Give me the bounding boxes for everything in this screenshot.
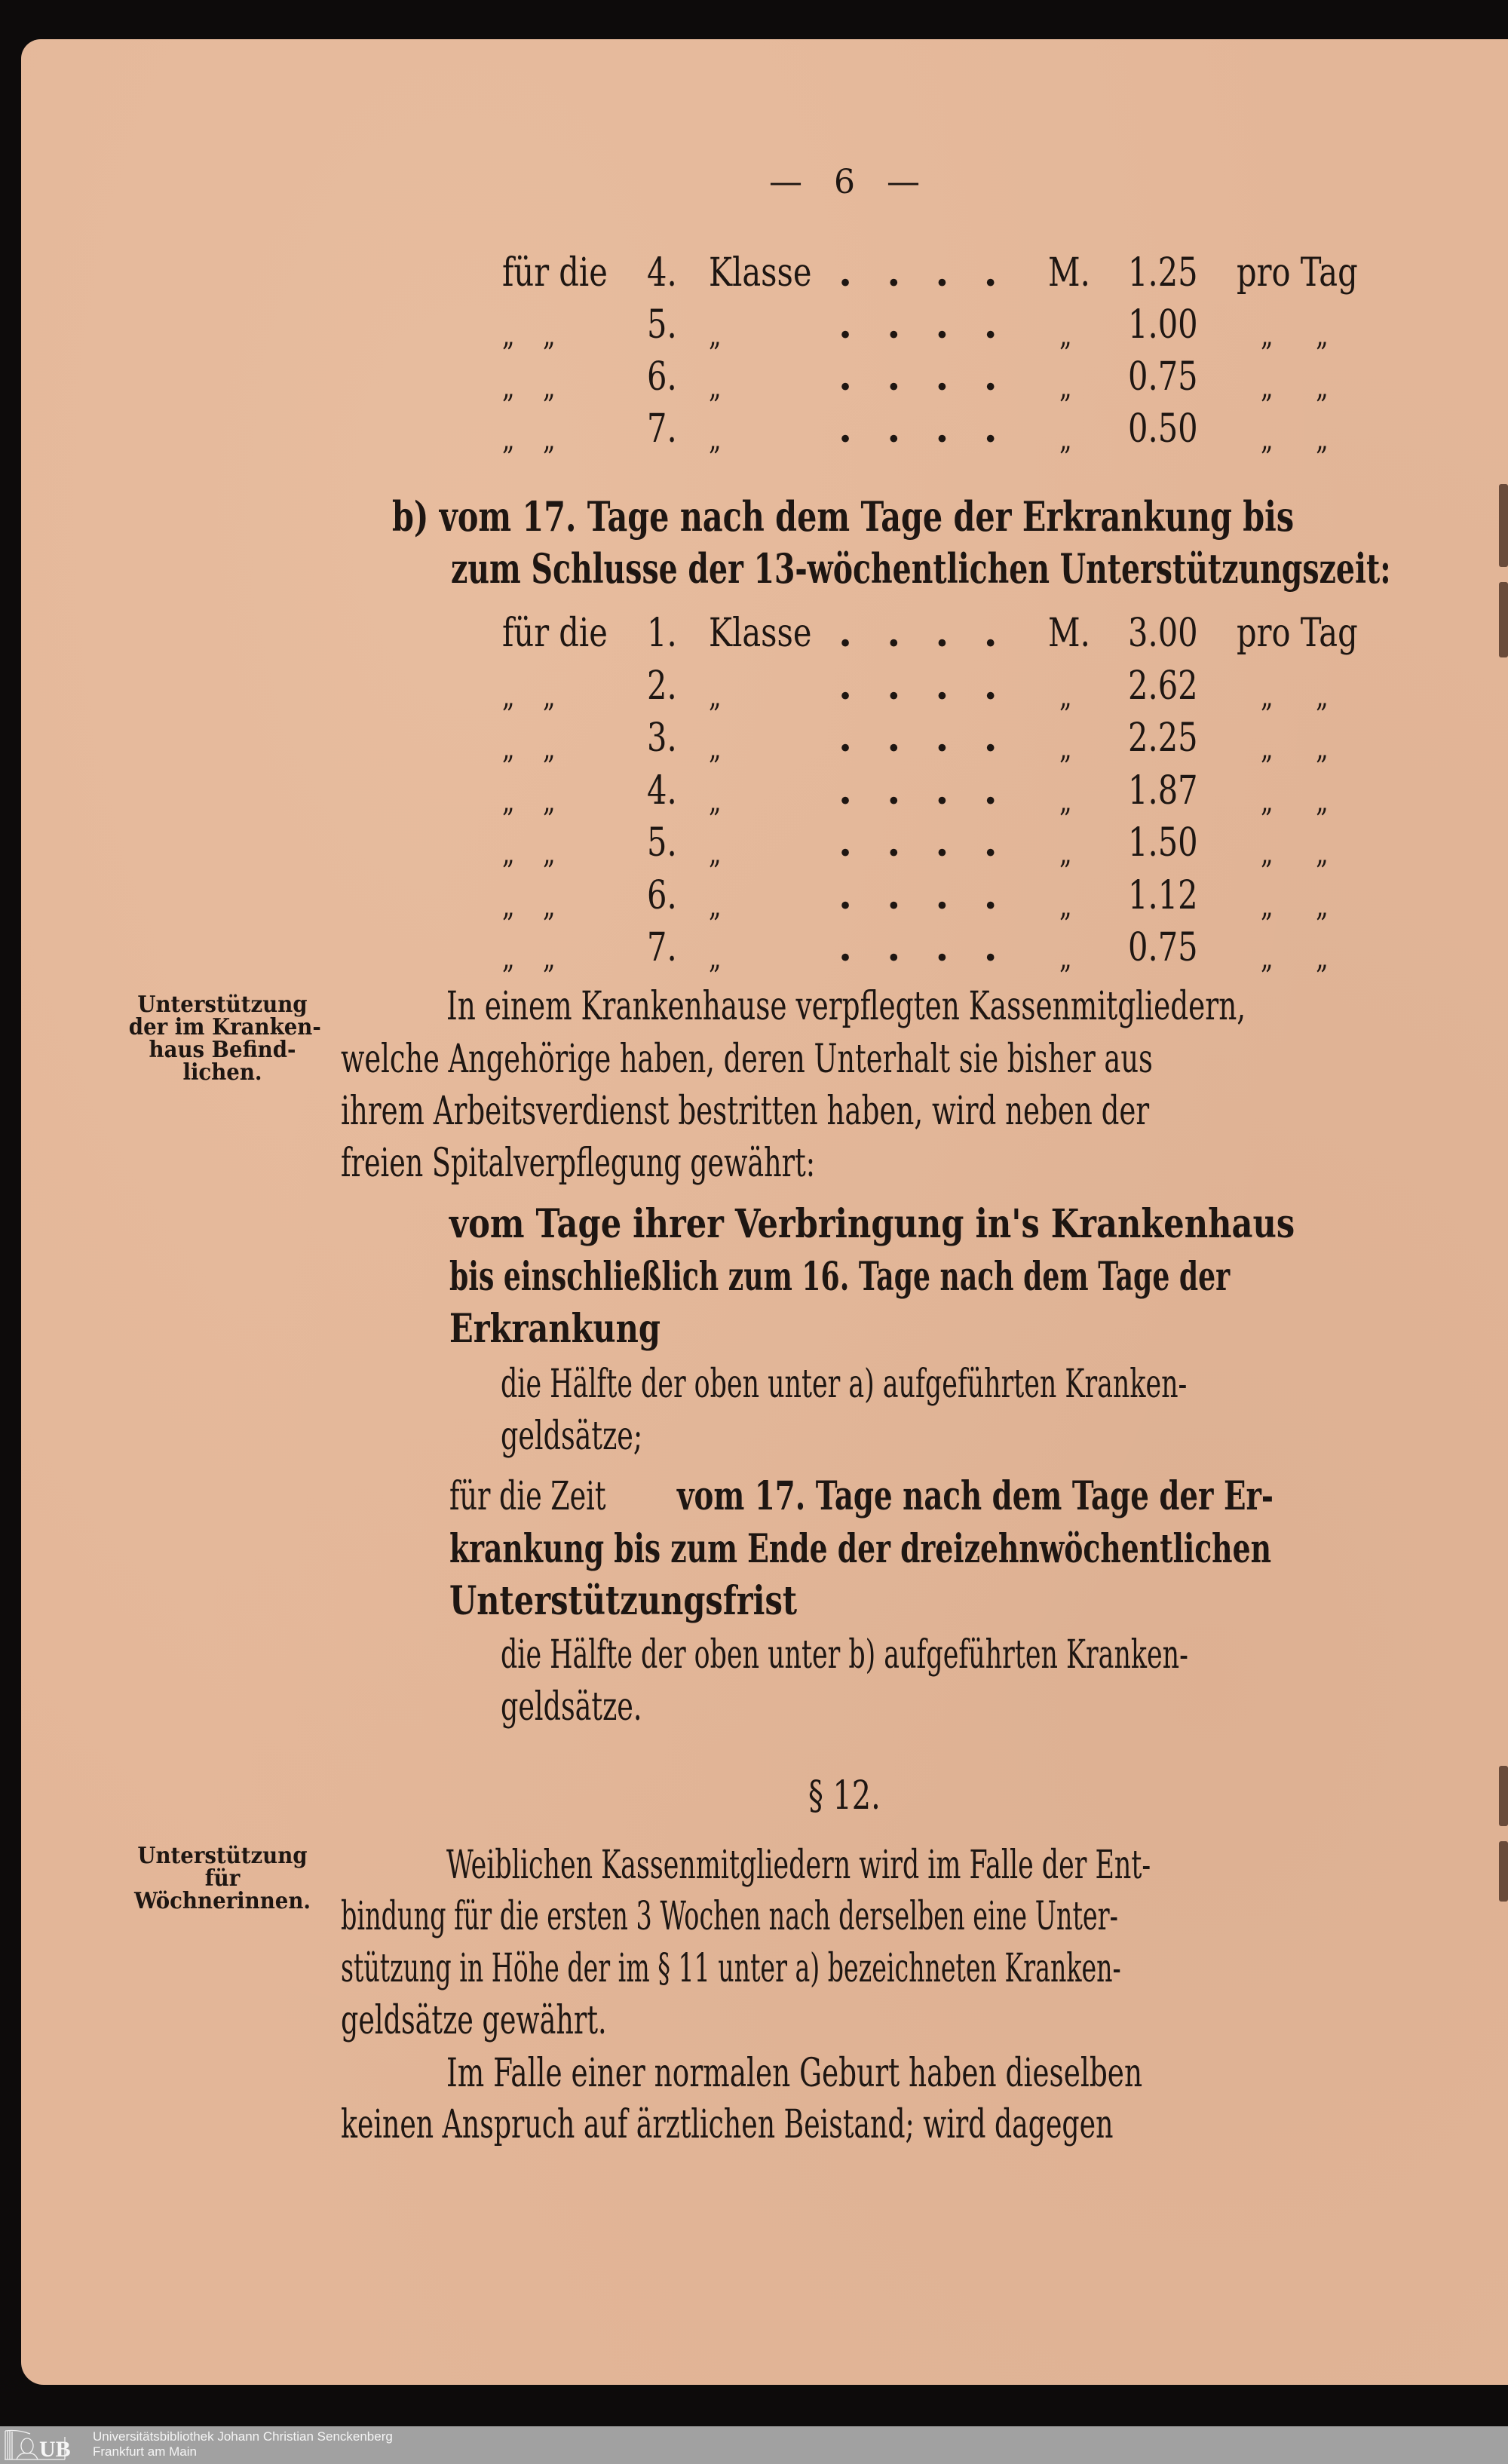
margin-note-line: haus Befind- — [149, 1037, 296, 1063]
paragraph-line: welche Angehörige haben, deren Unterhalt sie bisher aus — [341, 1037, 1153, 1082]
rate-amount: 1.12 — [1128, 872, 1198, 918]
clause-1-heading-line: bis einschließlich zum 16. Tage nach dem Tage der — [449, 1254, 1231, 1300]
clause-2-heading-line: krankung bis zum Ende der dreizehnwöchentlichen — [449, 1526, 1271, 1572]
rate-class-no: 6. — [647, 872, 677, 918]
rate-row — [0, 301, 1508, 353]
paragraph-line: Im Falle einer normalen Geburt haben dieselben — [446, 2051, 1143, 2096]
rate-class-no: 1. — [647, 611, 677, 656]
rate-currency: „ — [1059, 836, 1072, 871]
clause-1-body-line: die Hälfte der oben unter a) aufgeführten Kranken- — [501, 1362, 1188, 1407]
rate-class-word: „ — [709, 679, 722, 714]
clause-2-heading-line: vom 17. Tage nach dem Tage der Er- — [677, 1473, 1274, 1519]
library-footer-bar — [0, 2426, 1508, 2464]
rate-prefix: „ „ — [502, 783, 556, 819]
paragraph-line: bindung für die ersten 3 Wochen nach derselben eine Unter- — [341, 1894, 1118, 1939]
rate-unit: „ „ — [1261, 783, 1329, 819]
rate-unit: pro Tag — [1237, 250, 1358, 296]
rate-dots: . . . . — [838, 715, 1008, 761]
rate-prefix: „ „ — [502, 731, 556, 766]
margin-note-childbirth — [129, 1845, 316, 1913]
rate-prefix: für die — [502, 250, 608, 296]
margin-note-line: für — [204, 1865, 241, 1892]
rate-prefix: „ „ — [502, 318, 556, 353]
binding-mark — [1499, 1841, 1508, 1902]
margin-note-line: Wöchnerinnen. — [133, 1888, 311, 1914]
rate-class-no: 7. — [647, 406, 677, 452]
rate-row — [0, 819, 1508, 871]
paragraph-line: keinen Anspruch auf ärztlichen Beistand; wird dagegen — [341, 2102, 1114, 2147]
clause-1-heading-line: Erkrankung — [449, 1306, 661, 1352]
rate-amount: 1.50 — [1128, 820, 1198, 866]
rate-class-word: Klasse — [709, 611, 812, 656]
paragraph-line: Weiblichen Kassenmitgliedern wird im Falle der Ent- — [446, 1843, 1151, 1888]
margin-note-line: lichen. — [182, 1059, 262, 1086]
rate-amount: 2.25 — [1128, 716, 1198, 761]
rate-currency: „ — [1059, 679, 1072, 714]
rate-class-word: „ — [709, 370, 722, 405]
rate-class-no: 5. — [647, 302, 677, 348]
paragraph-line: stützung in Höhe der im § 11 unter a) bezeichneten Kranken- — [341, 1946, 1121, 1991]
rate-row — [0, 353, 1508, 405]
page-number: — 6 — — [769, 163, 930, 201]
rate-unit: „ „ — [1261, 318, 1329, 353]
section-b-heading-line1: b) vom 17. Tage nach dem Tage der Erkrankung bis — [392, 492, 1295, 541]
rate-amount: 1.87 — [1128, 768, 1198, 814]
rate-dots: . . . . — [838, 354, 1008, 400]
rate-currency: M. — [1048, 250, 1090, 296]
rate-class-no: 3. — [647, 716, 677, 761]
rate-class-no: 6. — [647, 354, 677, 400]
clause-2-prefix: für die Zeit — [449, 1474, 606, 1519]
rate-prefix: „ „ — [502, 836, 556, 871]
rate-dots: . . . . — [838, 924, 1008, 970]
rate-currency: „ — [1059, 422, 1072, 457]
rate-dots: . . . . — [838, 662, 1008, 709]
rate-currency: „ — [1059, 731, 1072, 766]
rate-currency: „ — [1059, 370, 1072, 405]
rate-dots: . . . . — [838, 250, 1008, 296]
rate-unit: „ „ — [1261, 731, 1329, 766]
ub-logo-text: UB — [39, 2437, 71, 2461]
footer-library-name: Universitätsbibliothek Johann Christian Senckenberg — [93, 2429, 393, 2444]
rate-amount: 1.25 — [1128, 250, 1198, 296]
rate-prefix: „ „ — [502, 679, 556, 714]
rate-class-no: 2. — [647, 663, 677, 709]
rate-prefix: „ „ — [502, 370, 556, 405]
rate-class-no: 4. — [647, 768, 677, 814]
rate-dots: . . . . — [838, 610, 1008, 656]
clause-1-body-line: geldsätze; — [501, 1414, 643, 1459]
rate-amount: 0.75 — [1128, 354, 1198, 400]
rate-prefix: für die — [502, 611, 608, 656]
rate-amount: 1.00 — [1128, 302, 1198, 348]
rate-amount: 2.62 — [1128, 663, 1198, 709]
binding-mark — [1499, 484, 1508, 567]
rate-row — [0, 767, 1508, 819]
paragraph-line: ihrem Arbeitsverdienst bestritten haben, wird neben der — [341, 1089, 1150, 1134]
rate-row — [0, 405, 1508, 457]
rate-unit: „ „ — [1261, 888, 1329, 924]
rate-class-word: „ — [709, 731, 722, 766]
rate-class-word: Klasse — [709, 250, 812, 296]
binding-mark — [1499, 1766, 1508, 1826]
section-b-heading-line2: zum Schlusse der 13-wöchentlichen Unterstützungszeit: — [451, 544, 1391, 593]
rate-dots: . . . . — [838, 872, 1008, 918]
rate-prefix: „ „ — [502, 422, 556, 457]
margin-note-line: Unterstützung — [137, 1843, 308, 1869]
rate-row — [0, 714, 1508, 766]
rate-class-no: 4. — [647, 250, 677, 296]
ub-logo-icon — [3, 2429, 86, 2461]
rate-unit: „ „ — [1261, 370, 1329, 405]
margin-note-line: Unterstützung — [137, 991, 308, 1018]
margin-note-line: der im Kranken- — [128, 1014, 321, 1040]
margin-note-hospital — [128, 991, 321, 1086]
rate-amount: 3.00 — [1128, 611, 1198, 656]
rate-currency: „ — [1059, 783, 1072, 819]
section-12-heading: § 12. — [808, 1773, 881, 1819]
rate-row — [0, 662, 1508, 714]
rate-currency: M. — [1048, 611, 1090, 656]
paragraph-line: geldsätze gewährt. — [341, 1998, 607, 2043]
rate-unit: pro Tag — [1237, 611, 1358, 656]
rate-class-no: 7. — [647, 925, 677, 970]
rate-class-word: „ — [709, 941, 722, 976]
rate-unit: „ „ — [1261, 422, 1329, 457]
rate-amount: 0.75 — [1128, 925, 1198, 970]
rate-dots: . . . . — [838, 820, 1008, 866]
rate-amount: 0.50 — [1128, 406, 1198, 452]
rate-class-word: „ — [709, 836, 722, 871]
rate-unit: „ „ — [1261, 836, 1329, 871]
clause-2-body-line: die Hälfte der oben unter b) aufgeführten Kranken- — [501, 1632, 1188, 1678]
rate-dots: . . . . — [838, 767, 1008, 814]
rate-class-word: „ — [709, 422, 722, 457]
rate-currency: „ — [1059, 888, 1072, 924]
rate-prefix: „ „ — [502, 888, 556, 924]
rate-row — [0, 924, 1508, 976]
clause-2-heading-line: Unterstützungsfrist — [449, 1578, 798, 1624]
rate-row — [0, 872, 1508, 924]
rate-row — [0, 609, 1508, 657]
clause-2-body-line: geldsätze. — [501, 1684, 642, 1730]
clause-1-heading-line: vom Tage ihrer Verbringung in's Krankenhaus — [449, 1201, 1295, 1247]
paragraph-line: In einem Krankenhause verpflegten Kassenmitgliedern, — [446, 984, 1246, 1029]
footer-library-city: Frankfurt am Main — [93, 2444, 197, 2459]
rate-dots: . . . . — [838, 302, 1008, 348]
rate-class-word: „ — [709, 318, 722, 353]
rate-unit: „ „ — [1261, 941, 1329, 976]
rate-prefix: „ „ — [502, 941, 556, 976]
rate-currency: „ — [1059, 318, 1072, 353]
rate-class-no: 5. — [647, 820, 677, 866]
rate-unit: „ „ — [1261, 679, 1329, 714]
rate-currency: „ — [1059, 941, 1072, 976]
rate-class-word: „ — [709, 888, 722, 924]
rate-class-word: „ — [709, 783, 722, 819]
rate-dots: . . . . — [838, 406, 1008, 452]
paragraph-line: freien Spitalverpflegung gewährt: — [341, 1141, 816, 1186]
rate-row — [0, 249, 1508, 297]
